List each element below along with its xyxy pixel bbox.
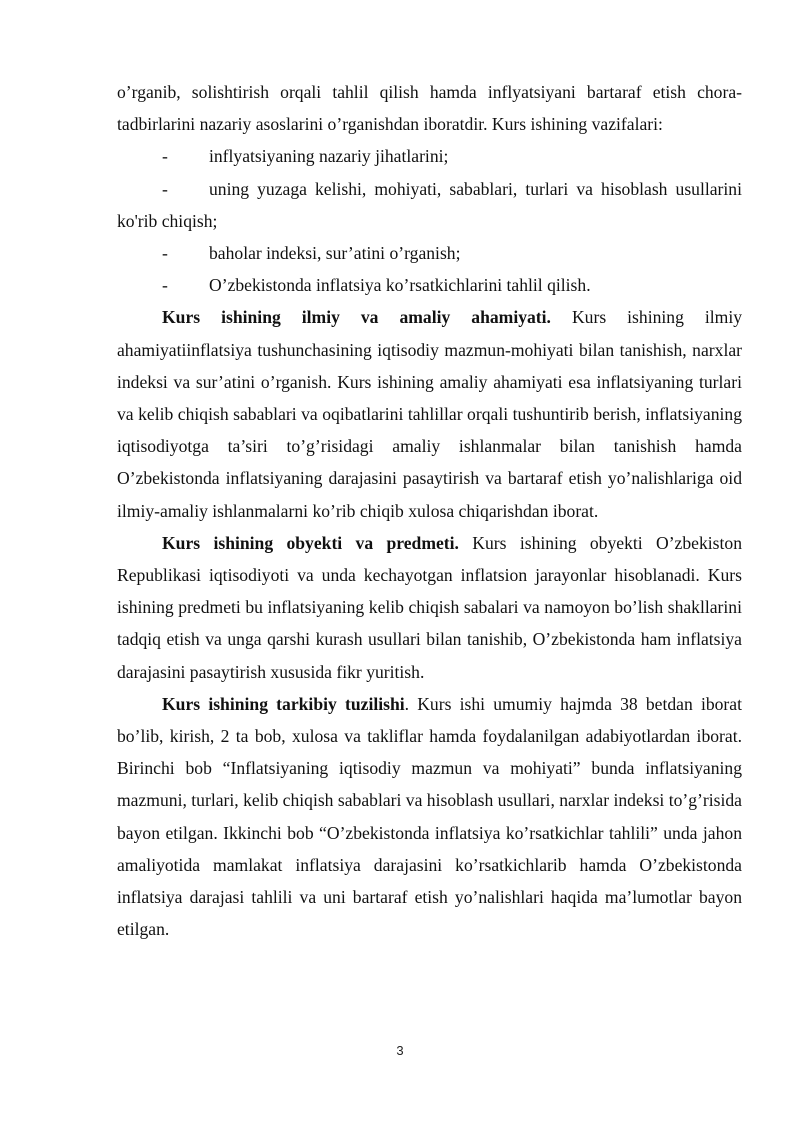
section-text: . Kurs ishi umumiy hajmda 38 betdan iborat bo’lib, kirish, 2 ta bob, xulosa va takliflar hamda foydalanilgan adabiyotlardan iborat. Birinchi bob “Inflatsiyaning iqtisodiy mazmun va mohiyati” bunda inflatsiyaning mazmuni, turlari, kelib chiqish sabablari va hisoblash usullari, narxlar indeksi to’g’risida bayon etilgan. Ikkinchi bob “O’zbekistonda inflatsiya ko’rsatkichlar tahlili” unda jahon amaliyotida mamlakat inflatsiya darajasini ko’rsatkichlarib hamda O’zbekistonda inflatsiya darajasi tahlili va uni bartaraf etish yo’nalishlari haqida ma’lumotlar bayon etilgan. — [117, 693, 742, 940]
bullet-marker: - — [162, 275, 168, 296]
structure-paragraph — [117, 688, 742, 946]
section-heading: Kurs ishining ilmiy va amaliy ahamiyati. — [162, 307, 551, 328]
list-item-text: O’zbekistonda inflatsiya ko’rsatkichlarini tahlil qilish. — [209, 275, 591, 296]
section-text: Kurs ishining obyekti O’zbekiston Republikasi iqtisodiyoti va unda kechayotgan inflatsion jarayonlar hisoblanadi. Kurs ishining predmeti bu inflatsiyaning kelib chiqish sabalari va namoyon bo’lish shakllarini tadqiq etish va unga qarshi kurash usullari bilan tanishib, O’zbekistonda ham inflatsiya darajasini pasaytirish xususida fikr yuritish. — [117, 532, 742, 682]
list-item-text: inflyatsiyaning nazariy jihatlarini; — [209, 146, 449, 167]
section-heading: Kurs ishining obyekti va predmeti. — [162, 532, 459, 553]
list-item — [117, 173, 742, 237]
bullet-marker: - — [162, 243, 168, 264]
significance-paragraph — [117, 301, 742, 526]
bullet-marker: - — [162, 178, 168, 199]
object-subject-paragraph — [117, 527, 742, 688]
list-item-text: uning yuzaga kelishi, mohiyati, sabablari, turlari va hisoblash usullarini ko'rib chiqish; — [117, 178, 742, 231]
list-item — [117, 269, 742, 301]
section-text: Kurs ishining ilmiy ahamiyatiinflatsiya tushunchasining iqtisodiy mazmun-mohiyati bilan tanishish, narxlar indeksi va sur’atini o’rganish. Kurs ishining amaliy ahamiyati esa inflatsiyaning turlari va kelib chiqish sabablari va oqibatlarini tahlillar orqali tushuntirib berish, inflatsiyaning iqtisodiyotga ta’siri to’g’risidagi amaliy ishlanmalar bilan tanishish hamda O’zbekistonda inflatsiyaning darajasini pasaytirish va bartaraf etish yo’nalishlariga oid ilmiy-amaliy ishlanmalarni ko’rib chiqib xulosa chiqarishdan iborat. — [117, 307, 743, 521]
section-heading: Kurs ishining tarkibiy tuzilishi — [162, 693, 405, 714]
intro-paragraph: o’rganib, solishtirish orqali tahlil qilish hamda inflyatsiyani bartaraf etish chora-tadbirlarini nazariy asoslarini o’rganishdan iboratdir. Kurs ishining vazifalari: — [117, 82, 742, 135]
page-number: 3 — [396, 1043, 404, 1058]
list-item — [117, 237, 742, 269]
bullet-marker: - — [162, 146, 168, 167]
list-item-text: baholar indeksi, sur’atini o’rganish; — [209, 243, 461, 264]
page-body — [117, 76, 742, 945]
list-item — [117, 140, 742, 172]
